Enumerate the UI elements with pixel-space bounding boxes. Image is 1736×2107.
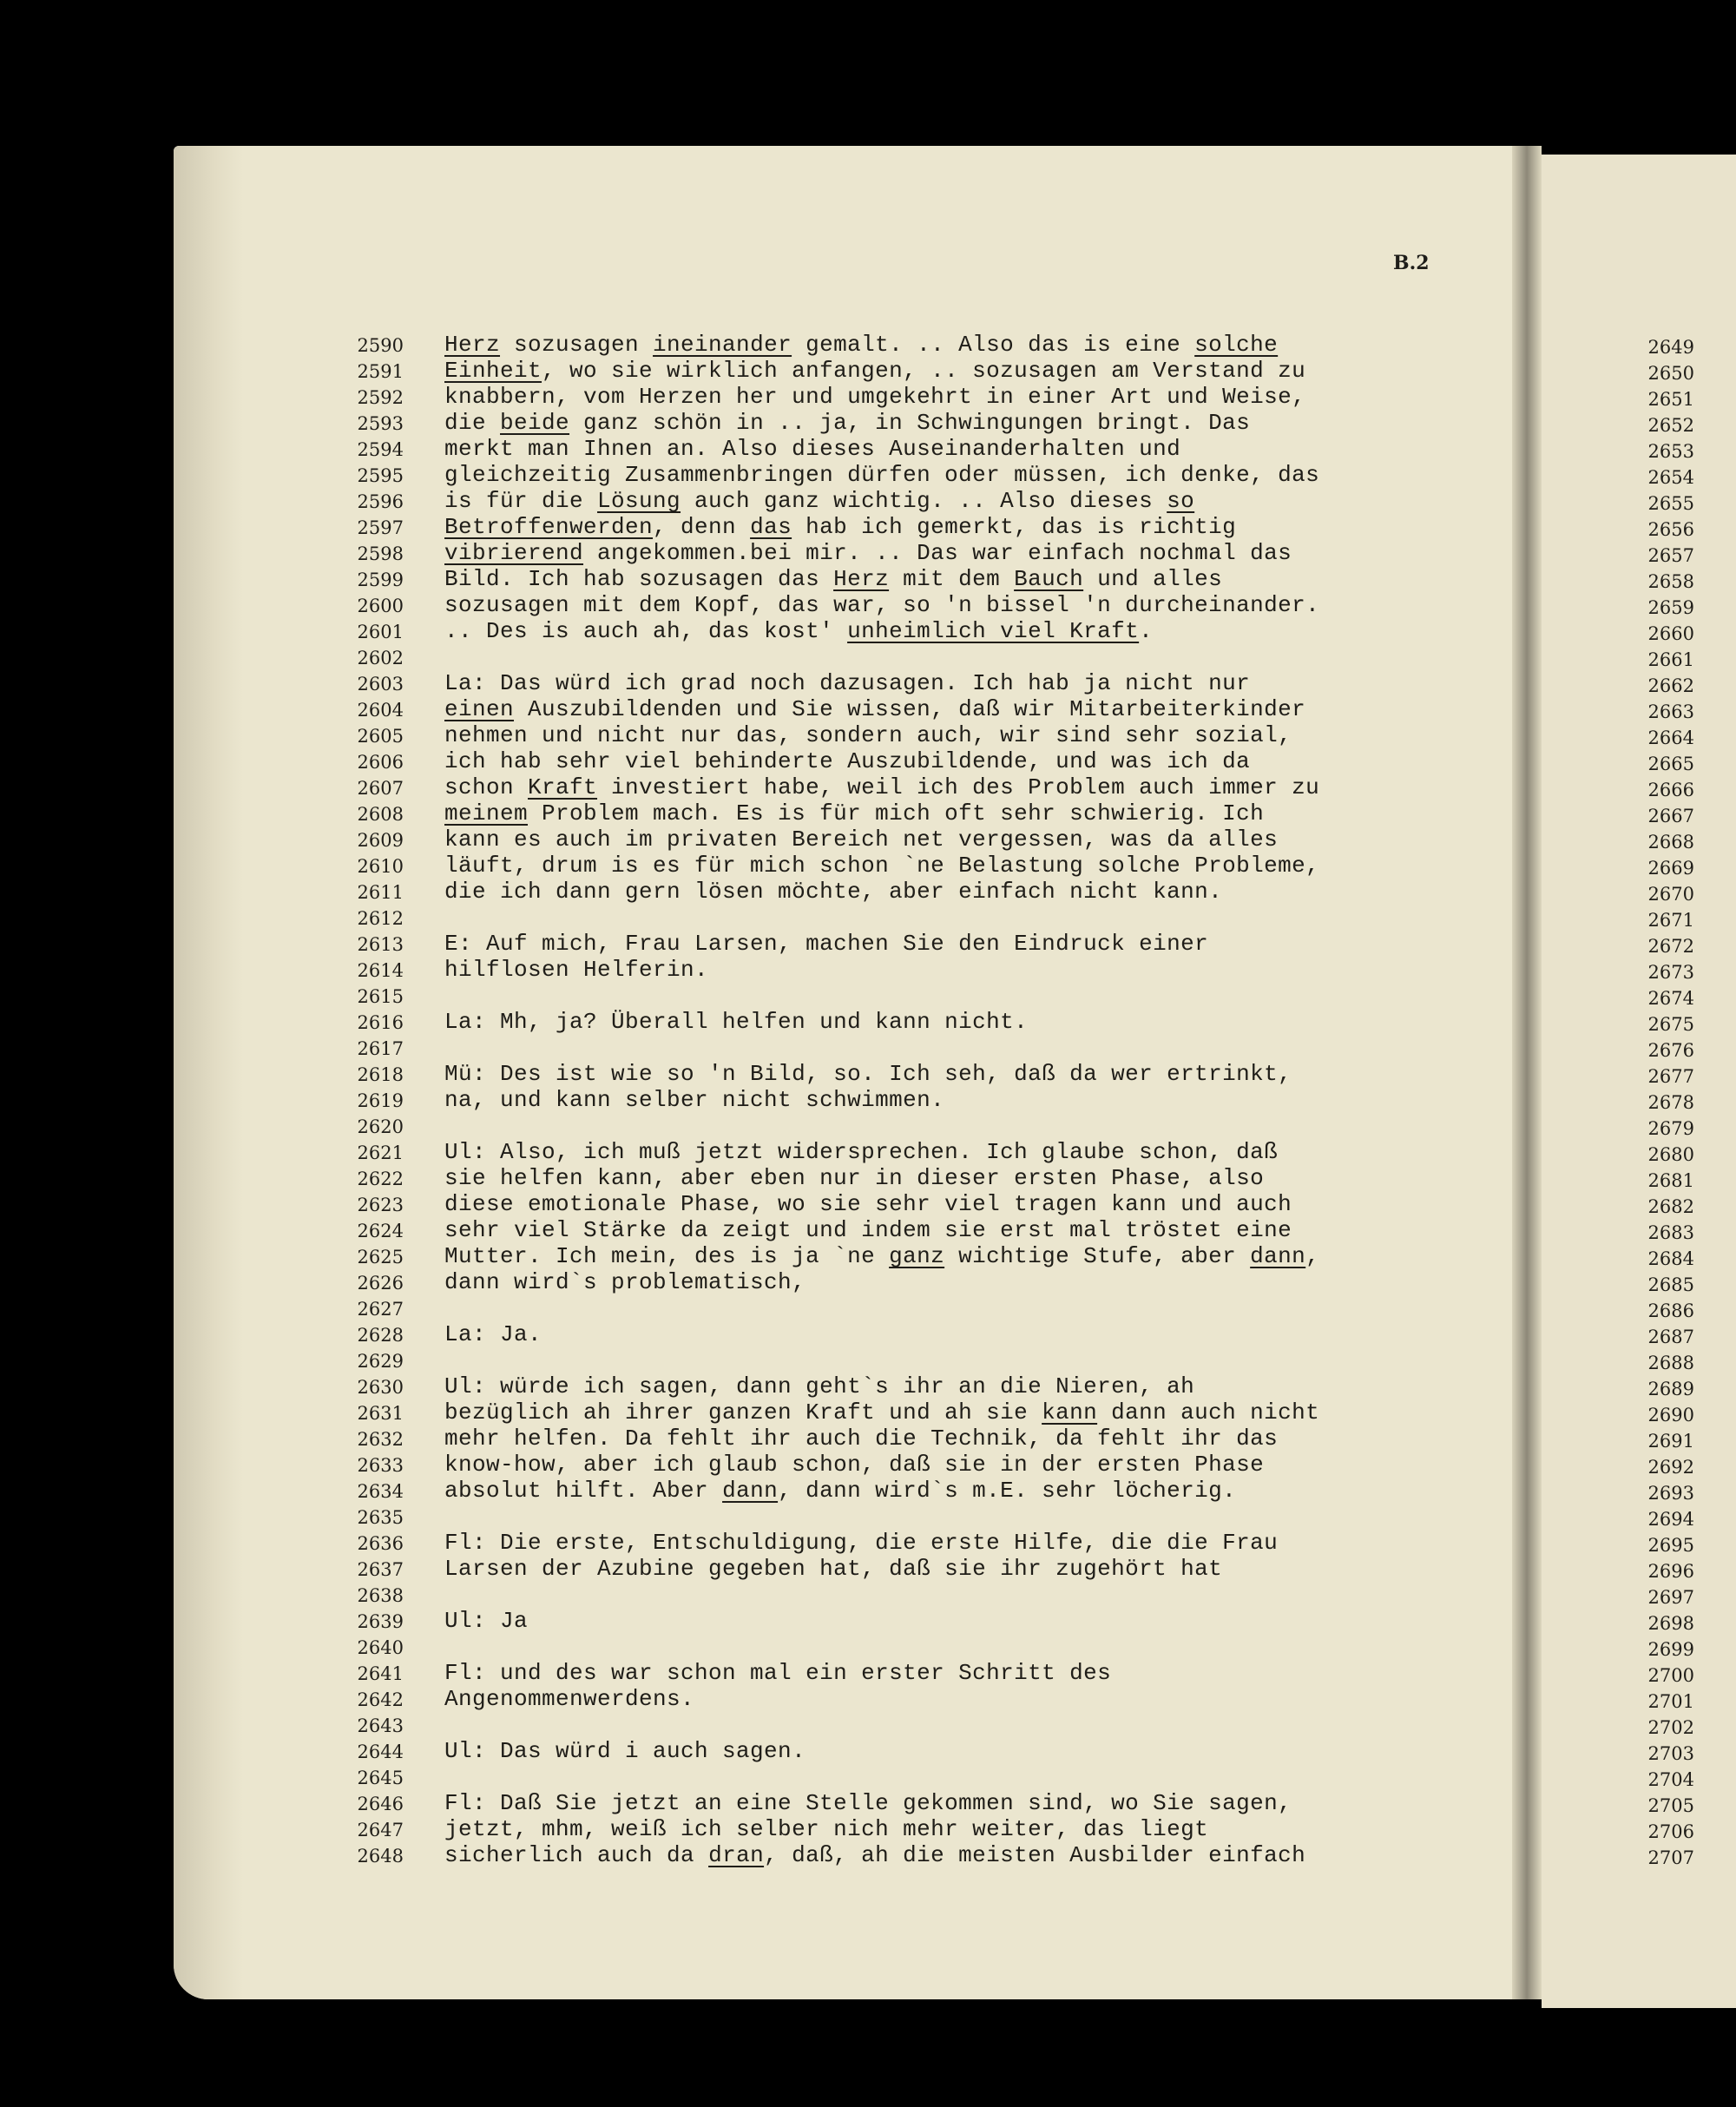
line-number: 2686 xyxy=(1647,1300,1694,1321)
line-number: 2668 xyxy=(1647,832,1694,853)
text-segment: sicherlich auch da xyxy=(444,1842,709,1868)
line-number: 2689 xyxy=(1647,1379,1694,1399)
line-number: 2610 xyxy=(357,856,404,877)
line-number: 2676 xyxy=(1647,1040,1694,1061)
text-segment: mehr helfen. Da fehlt ihr auch die Technik, da fehlt ihr das xyxy=(444,1426,1279,1452)
transcript-line xyxy=(444,618,1153,644)
text-segment: know-how, aber ich glaub schon, daß sie in der ersten Phase xyxy=(444,1452,1265,1478)
line-number: 2618 xyxy=(357,1064,404,1085)
transcript-line xyxy=(444,462,1319,488)
line-number: 2677 xyxy=(1647,1066,1694,1087)
line-number: 2624 xyxy=(357,1221,404,1241)
transcript-line xyxy=(444,1009,1028,1035)
transcript-line xyxy=(444,332,1278,358)
line-number: 2682 xyxy=(1647,1196,1694,1217)
text-segment: kann es auch im privaten Bereich net vergessen, was da alles xyxy=(444,826,1279,853)
line-number: 2694 xyxy=(1647,1509,1694,1530)
line-number: 2661 xyxy=(1647,649,1694,670)
line-number: 2684 xyxy=(1647,1248,1694,1269)
line-number: 2594 xyxy=(357,439,404,460)
line-number: 2606 xyxy=(357,752,404,773)
line-number: 2658 xyxy=(1647,571,1694,592)
line-number: 2634 xyxy=(357,1481,404,1502)
line-number: 2648 xyxy=(357,1846,404,1867)
line-number: 2690 xyxy=(1647,1405,1694,1426)
line-number: 2672 xyxy=(1647,936,1694,957)
text-segment: . xyxy=(1139,618,1154,644)
line-number: 2596 xyxy=(357,491,404,512)
underlined-word: kann xyxy=(1042,1399,1098,1426)
line-number: 2650 xyxy=(1647,363,1694,384)
line-number: 2645 xyxy=(357,1768,404,1788)
text-segment: Bild. Ich hab sozusagen das xyxy=(444,566,834,592)
transcript-line xyxy=(444,1660,1111,1686)
text-segment: dann wird`s problematisch, xyxy=(444,1269,806,1295)
line-number: 2698 xyxy=(1647,1613,1694,1634)
transcript-line xyxy=(444,800,1264,826)
text-segment: Fl: und des war schon mal ein erster Schritt des xyxy=(444,1660,1112,1686)
transcript-line xyxy=(444,1217,1292,1243)
text-segment: is für die xyxy=(444,488,598,514)
text-segment: auch ganz wichtig. .. Also dieses xyxy=(681,488,1167,514)
transcript-line xyxy=(444,1087,944,1113)
page-header: B.2 xyxy=(1393,252,1430,274)
line-number: 2663 xyxy=(1647,701,1694,722)
line-number: 2625 xyxy=(357,1247,404,1267)
line-number: 2704 xyxy=(1647,1769,1694,1790)
underlined-word: Herz xyxy=(444,332,501,358)
line-number: 2613 xyxy=(357,934,404,955)
line-number: 2653 xyxy=(1647,441,1694,462)
text-segment: absolut hilft. Aber xyxy=(444,1478,723,1504)
text-segment: jetzt, mhm, weiß ich selber nich mehr weiter, das liegt xyxy=(444,1816,1209,1842)
line-number: 2644 xyxy=(357,1742,404,1762)
line-number: 2593 xyxy=(357,413,404,434)
underlined-word: dann xyxy=(722,1478,779,1504)
underlined-word: Kraft xyxy=(528,774,598,800)
line-number: 2659 xyxy=(1647,597,1694,618)
line-number: 2696 xyxy=(1647,1561,1694,1582)
line-number: 2633 xyxy=(357,1455,404,1476)
line-number: 2681 xyxy=(1647,1170,1694,1191)
underlined-word: ganz xyxy=(889,1243,945,1269)
line-number: 2608 xyxy=(357,804,404,825)
text-segment: sozusagen mit dem Kopf, das war, so 'n bissel 'n durcheinander. xyxy=(444,592,1320,618)
transcript-line xyxy=(444,1399,1319,1426)
text-segment: Mutter. Ich mein, des is ja `ne xyxy=(444,1243,890,1269)
transcript-line xyxy=(444,488,1194,514)
transcript-line xyxy=(444,1165,1264,1191)
transcript-line xyxy=(444,1321,542,1347)
line-number: 2703 xyxy=(1647,1743,1694,1764)
line-number: 2660 xyxy=(1647,623,1694,644)
line-number: 2702 xyxy=(1647,1717,1694,1738)
line-number: 2621 xyxy=(357,1142,404,1163)
text-segment: , dann wird`s m.E. sehr löcherig. xyxy=(778,1478,1237,1504)
transcript-line xyxy=(444,1816,1208,1842)
text-segment: hab ich gemerkt, das is richtig xyxy=(792,514,1237,540)
line-number: 2688 xyxy=(1647,1353,1694,1373)
line-number: 2622 xyxy=(357,1169,404,1189)
text-segment: wichtige Stufe, aber xyxy=(944,1243,1251,1269)
text-segment: diese emotionale Phase, wo sie sehr viel tragen kann und auch xyxy=(444,1191,1292,1217)
line-number: 2600 xyxy=(357,596,404,616)
line-number: 2699 xyxy=(1647,1639,1694,1660)
text-segment: die ich dann gern lösen möchte, aber einfach nicht kann. xyxy=(444,879,1223,905)
line-number: 2616 xyxy=(357,1012,404,1033)
text-segment: Problem mach. Es is für mich oft sehr schwierig. Ich xyxy=(528,800,1265,826)
transcript-line xyxy=(444,384,1305,410)
underlined-word: meinem xyxy=(444,800,529,826)
text-segment: La: Das würd ich grad noch dazusagen. Ich hab ja nicht nur xyxy=(444,670,1251,696)
line-number: 2641 xyxy=(357,1663,404,1684)
line-number: 2707 xyxy=(1647,1847,1694,1868)
line-number: 2671 xyxy=(1647,910,1694,931)
text-segment: , wo sie wirklich anfangen, .. sozusagen am Verstand zu xyxy=(542,358,1306,384)
line-number: 2620 xyxy=(357,1116,404,1137)
transcript-line xyxy=(444,1478,1236,1504)
transcript-line xyxy=(444,358,1305,384)
line-number: 2700 xyxy=(1647,1665,1694,1686)
line-number: 2652 xyxy=(1647,415,1694,436)
text-segment: Ul: Also, ich muß jetzt widersprechen. Ich glaube schon, daß xyxy=(444,1139,1279,1165)
text-segment: Ul: Das würd i auch sagen. xyxy=(444,1738,806,1764)
text-segment: mit dem xyxy=(889,566,1015,592)
transcript-line xyxy=(444,931,1208,957)
text-segment: Mü: Des ist wie so 'n Bild, so. Ich seh, daß da wer ertrinkt, xyxy=(444,1061,1292,1087)
transcript-line xyxy=(444,514,1236,540)
underlined-word: dann xyxy=(1250,1243,1306,1269)
text-segment: La: Mh, ja? Überall helfen und kann nicht. xyxy=(444,1009,1029,1035)
text-segment: , daß, ah die meisten Ausbilder einfach xyxy=(764,1842,1306,1868)
line-number: 2662 xyxy=(1647,675,1694,696)
line-number: 2603 xyxy=(357,674,404,695)
transcript-line xyxy=(444,774,1319,800)
transcript-line xyxy=(444,410,1250,436)
transcript-line xyxy=(444,1061,1292,1087)
text-segment: Ul: würde ich sagen, dann geht`s ihr an die Nieren, ah xyxy=(444,1373,1195,1399)
transcript-line xyxy=(444,566,1222,592)
line-number: 2691 xyxy=(1647,1431,1694,1452)
text-segment: Fl: Die erste, Entschuldigung, die erste Hilfe, die die Frau xyxy=(444,1530,1279,1556)
transcript-line xyxy=(444,696,1305,722)
line-number: 2597 xyxy=(357,517,404,538)
text-segment: sehr viel Stärke da zeigt und indem sie erst mal tröstet eine xyxy=(444,1217,1292,1243)
line-number: 2692 xyxy=(1647,1457,1694,1478)
text-segment: dann auch nicht xyxy=(1097,1399,1320,1426)
line-number: 2675 xyxy=(1647,1014,1694,1035)
text-segment: gemalt. .. Also das is eine xyxy=(792,332,1195,358)
line-number: 2680 xyxy=(1647,1144,1694,1165)
line-number: 2638 xyxy=(357,1585,404,1606)
line-number: 2701 xyxy=(1647,1691,1694,1712)
text-segment: hilflosen Helferin. xyxy=(444,957,709,983)
transcript-line xyxy=(444,1608,528,1634)
text-segment: ganz schön in .. ja, in Schwingungen bringt. Das xyxy=(569,410,1251,436)
line-number: 2649 xyxy=(1647,337,1694,358)
underlined-word: unheimlich viel Kraft xyxy=(847,618,1140,644)
line-number: 2666 xyxy=(1647,780,1694,800)
line-number: 2604 xyxy=(357,700,404,721)
transcript-line xyxy=(444,1790,1292,1816)
line-number: 2669 xyxy=(1647,858,1694,879)
transcript-line xyxy=(444,1686,694,1712)
line-number: 2670 xyxy=(1647,884,1694,905)
line-number: 2667 xyxy=(1647,806,1694,826)
transcript-line xyxy=(444,436,1180,462)
underlined-word: dran xyxy=(708,1842,765,1868)
underlined-word: Betroffenwerden xyxy=(444,514,654,540)
text-segment: und alles xyxy=(1083,566,1223,592)
underlined-word: Bauch xyxy=(1014,566,1084,592)
line-number: 2695 xyxy=(1647,1535,1694,1556)
transcript-line xyxy=(444,1191,1292,1217)
text-segment: E: Auf mich, Frau Larsen, machen Sie den Eindruck einer xyxy=(444,931,1209,957)
underlined-word: Herz xyxy=(833,566,890,592)
line-number: 2674 xyxy=(1647,988,1694,1009)
line-number: 2630 xyxy=(357,1377,404,1398)
text-segment: , xyxy=(1305,1243,1320,1269)
text-segment: nehmen und nicht nur das, sondern auch, wir sind sehr sozial, xyxy=(444,722,1292,748)
transcript-line xyxy=(444,1243,1319,1269)
text-segment: sozusagen xyxy=(500,332,654,358)
text-segment: Ul: Ja xyxy=(444,1608,529,1634)
line-number: 2599 xyxy=(357,570,404,590)
line-number: 2602 xyxy=(357,648,404,668)
transcript-line xyxy=(444,1530,1278,1556)
transcript-line xyxy=(444,1373,1194,1399)
line-number: 2609 xyxy=(357,830,404,851)
text-segment: Auszubildenden und Sie wissen, daß wir Mitarbeiterkinder xyxy=(514,696,1306,722)
line-number: 2611 xyxy=(357,882,404,903)
line-number: 2651 xyxy=(1647,389,1694,410)
line-number: 2639 xyxy=(357,1611,404,1632)
transcript-line xyxy=(444,1426,1278,1452)
line-number: 2678 xyxy=(1647,1092,1694,1113)
line-number: 2614 xyxy=(357,960,404,981)
text-segment: angekommen.bei mir. .. Das war einfach nochmal das xyxy=(583,540,1292,566)
text-segment: gleichzeitig Zusammenbringen dürfen oder müssen, ich denke, das xyxy=(444,462,1320,488)
underlined-word: das xyxy=(750,514,792,540)
line-number: 2705 xyxy=(1647,1795,1694,1816)
transcript-line xyxy=(444,540,1292,566)
transcript-line xyxy=(444,1556,1222,1582)
transcript-line xyxy=(444,1269,806,1295)
line-number: 2615 xyxy=(357,986,404,1007)
transcript-line xyxy=(444,879,1222,905)
text-segment: sie helfen kann, aber eben nur in dieser ersten Phase, also xyxy=(444,1165,1265,1191)
line-number: 2612 xyxy=(357,908,404,929)
line-number: 2637 xyxy=(357,1559,404,1580)
line-number: 2598 xyxy=(357,543,404,564)
underlined-word: ineinander xyxy=(653,332,792,358)
transcript-line xyxy=(444,592,1319,618)
line-number: 2646 xyxy=(357,1794,404,1814)
line-number: 2673 xyxy=(1647,962,1694,983)
transcript-line xyxy=(444,1139,1278,1165)
transcript-line xyxy=(444,748,1250,774)
line-number: 2617 xyxy=(357,1038,404,1059)
line-number: 2623 xyxy=(357,1195,404,1215)
line-number: 2628 xyxy=(357,1325,404,1346)
transcript-line xyxy=(444,1842,1305,1868)
line-number: 2601 xyxy=(357,622,404,642)
transcript-line xyxy=(444,826,1278,853)
line-number: 2636 xyxy=(357,1533,404,1554)
transcript-line xyxy=(444,1738,806,1764)
text-segment: Angenommenwerdens. xyxy=(444,1686,695,1712)
text-segment: merkt man Ihnen an. Also dieses Auseinanderhalten und xyxy=(444,436,1181,462)
text-segment: Fl: Daß Sie jetzt an eine Stelle gekommen sind, wo Sie sagen, xyxy=(444,1790,1292,1816)
line-number: 2647 xyxy=(357,1820,404,1840)
transcript-line xyxy=(444,722,1292,748)
line-number: 2629 xyxy=(357,1351,404,1372)
text-segment: knabbern, vom Herzen her und umgekehrt in einer Art und Weise, xyxy=(444,384,1306,410)
line-number: 2592 xyxy=(357,387,404,408)
book-gutter xyxy=(1512,146,1542,1999)
text-segment: die xyxy=(444,410,501,436)
line-number: 2693 xyxy=(1647,1483,1694,1504)
line-number: 2607 xyxy=(357,778,404,799)
line-number: 2626 xyxy=(357,1273,404,1294)
text-segment: .. Des is auch ah, das kost' xyxy=(444,618,848,644)
text-segment: Larsen der Azubine gegeben hat, daß sie ihr zugehört hat xyxy=(444,1556,1223,1582)
text-segment: La: Ja. xyxy=(444,1321,542,1347)
line-number: 2635 xyxy=(357,1507,404,1528)
line-number: 2665 xyxy=(1647,754,1694,774)
underlined-word: so xyxy=(1167,488,1195,514)
line-number: 2657 xyxy=(1647,545,1694,566)
transcript-line xyxy=(444,957,708,983)
line-number: 2664 xyxy=(1647,728,1694,748)
line-number: 2656 xyxy=(1647,519,1694,540)
text-segment: ich hab sehr viel behinderte Auszubildende, und was ich da xyxy=(444,748,1251,774)
line-number: 2655 xyxy=(1647,493,1694,514)
line-number: 2687 xyxy=(1647,1327,1694,1347)
underlined-word: solche xyxy=(1194,332,1279,358)
underlined-word: Einheit xyxy=(444,358,542,384)
text-segment: schon xyxy=(444,774,529,800)
transcript-line xyxy=(444,1452,1264,1478)
text-segment: na, und kann selber nicht schwimmen. xyxy=(444,1087,945,1113)
underlined-word: Lösung xyxy=(597,488,681,514)
transcript-line xyxy=(444,670,1250,696)
text-segment: , denn xyxy=(653,514,751,540)
line-number: 2595 xyxy=(357,465,404,486)
line-number: 2697 xyxy=(1647,1587,1694,1608)
line-number: 2685 xyxy=(1647,1274,1694,1295)
line-number: 2643 xyxy=(357,1715,404,1736)
line-number: 2654 xyxy=(1647,467,1694,488)
line-number: 2706 xyxy=(1647,1821,1694,1842)
line-number: 2642 xyxy=(357,1689,404,1710)
line-number: 2683 xyxy=(1647,1222,1694,1243)
line-number: 2631 xyxy=(357,1403,404,1424)
line-number: 2591 xyxy=(357,361,404,382)
underlined-word: einen xyxy=(444,696,515,722)
line-number: 2627 xyxy=(357,1299,404,1320)
text-segment: bezüglich ah ihrer ganzen Kraft und ah sie xyxy=(444,1399,1042,1426)
line-number: 2640 xyxy=(357,1637,404,1658)
line-number: 2590 xyxy=(357,335,404,356)
underlined-word: vibrierend xyxy=(444,540,584,566)
transcript-line xyxy=(444,853,1319,879)
line-number: 2632 xyxy=(357,1429,404,1450)
line-number: 2679 xyxy=(1647,1118,1694,1139)
line-number: 2605 xyxy=(357,726,404,747)
text-segment: investiert habe, weil ich des Problem auch immer zu xyxy=(597,774,1320,800)
text-segment: läuft, drum is es für mich schon `ne Belastung solche Probleme, xyxy=(444,853,1320,879)
underlined-word: beide xyxy=(500,410,570,436)
line-number: 2619 xyxy=(357,1090,404,1111)
